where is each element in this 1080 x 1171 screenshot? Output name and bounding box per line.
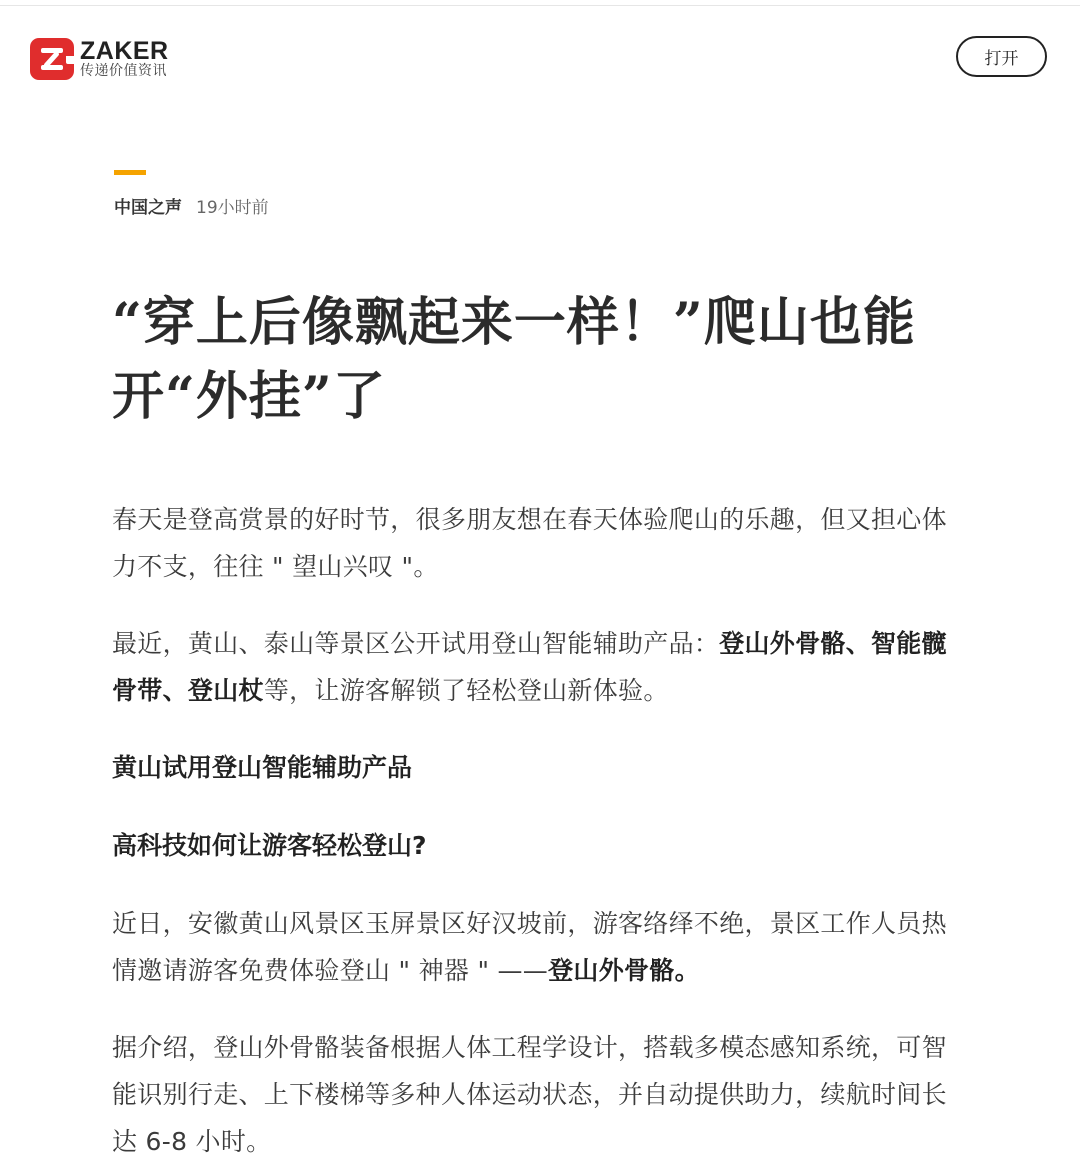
logo-text: [80, 36, 169, 80]
zaker-logo-icon: [30, 38, 74, 80]
open-app-button[interactable]: 打开: [956, 36, 1047, 77]
paragraph-2-text-a: 最近，黄山、泰山等景区公开试用登山智能辅助产品：: [112, 629, 720, 658]
brand-name: ZAKER: [80, 36, 169, 65]
accent-bar: [114, 170, 146, 175]
top-divider: [0, 0, 1080, 6]
article-meta: [114, 193, 269, 218]
brand-slogan: 传递价值资讯: [80, 62, 167, 79]
paragraph-1: 春天是登高赏景的好时节，很多朋友想在春天体验爬山的乐趣，但又担心体力不支，往往 " 望山兴叹 "。: [112, 505, 947, 581]
section-heading-2: 高科技如何让游客轻松登山?: [112, 831, 427, 860]
app-header: [0, 34, 1080, 82]
article-title: “穿上后像飘起来一样！”爬山也能开“外挂”了: [112, 292, 916, 427]
paragraph-2-text-c: 等，让游客解锁了轻松登山新体验。: [263, 676, 669, 705]
paragraph-2-bold: 登山外骨骼、智能髋骨带、登山杖: [112, 629, 947, 705]
paragraph-3-bold: 登山外骨骼。: [548, 956, 700, 985]
paragraph-4: 据介绍，登山外骨骼装备根据人体工程学设计，搭载多模态感知系统，可智能识别行走、上下楼梯等多种人体运动状态，并自动提供助力，续航时间长达 6-8 小时。: [112, 1033, 947, 1156]
article-source[interactable]: 中国之声: [114, 198, 182, 218]
paragraph-2: [112, 620, 972, 714]
paragraph-3-text-a: 近日，安徽黄山风景区玉屏景区好汉坡前，游客络绎不绝，景区工作人员热情邀请游客免费体验登山 " 神器 " ——: [112, 909, 947, 985]
zaker-logo[interactable]: [30, 38, 169, 80]
section-heading-1: 黄山试用登山智能辅助产品: [112, 753, 413, 782]
paragraph-3: [112, 900, 972, 994]
article-body: [112, 496, 972, 1171]
article-time: 19小时前: [196, 198, 269, 218]
